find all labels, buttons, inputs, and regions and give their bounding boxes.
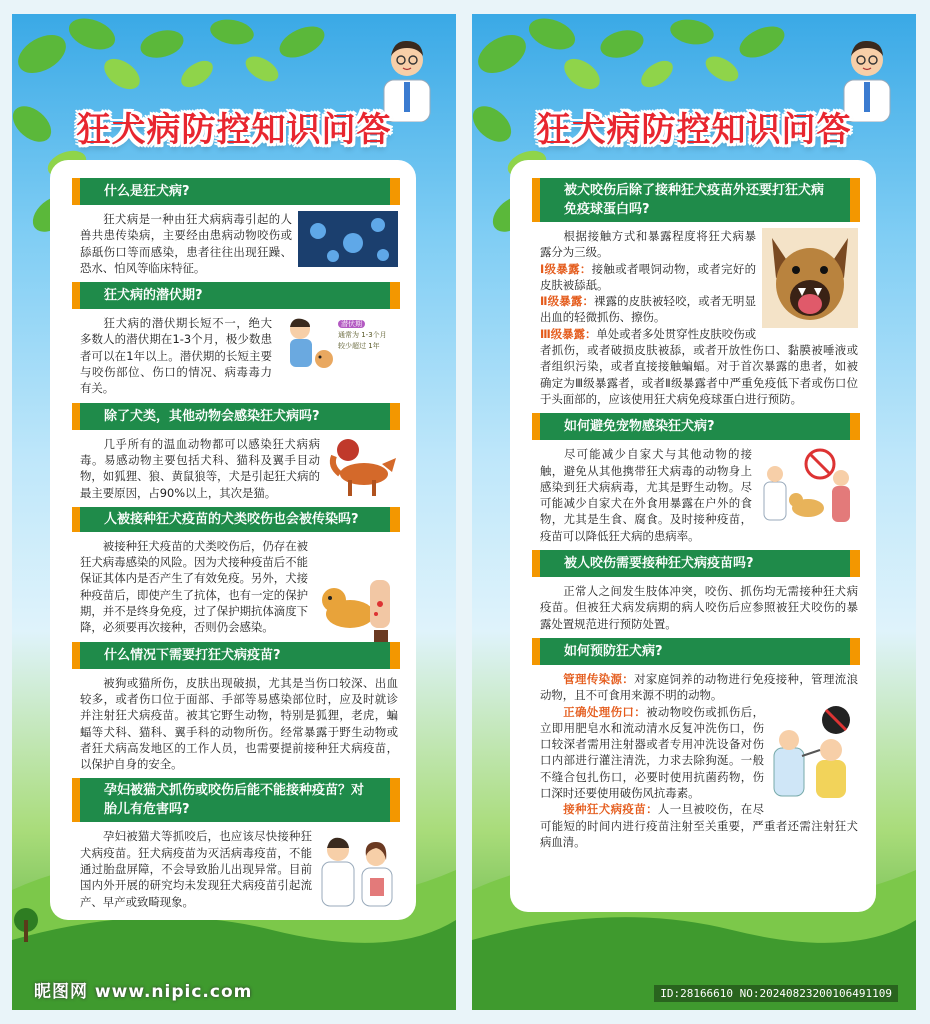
answer-text: 被接种狂犬疫苗的犬类咬伤后，仍存在被狂犬病毒感染的风险。因为犬接种疫苗后不能保证其体内是否产生了有效免疫。另外，犬接种疫苗后，即使产生了抗体，也有一定的保护期，并不是终身免疫，过了保护期抗体滴度下降，必须要再次接种，否则仍会感染。	[80, 538, 398, 636]
vaccination-illustration	[770, 704, 858, 800]
dog-bite-illustration	[314, 574, 398, 644]
question-bar: 什么情况下需要打狂犬病疫苗?	[72, 642, 400, 669]
answer-text: 正常人之间发生肢体冲突，咬伤、抓伤均无需接种狂犬病疫苗。但被狂犬病发病期的病人咬伤后应参照被狂犬咬伤的暴露处置规范进行预防处置。	[540, 584, 858, 631]
qa-card	[50, 160, 416, 920]
question-bar: 如何避免宠物感染狂犬病?	[532, 413, 860, 440]
doctors-illustration	[318, 828, 398, 908]
incubation-usual: 通常为 1-3个月	[338, 331, 387, 340]
fox-illustration	[326, 436, 398, 498]
poster-right	[472, 14, 916, 1010]
answer-text: 几乎所有的温血动物都可以感染狂犬病病毒。易感动物主要包括犬科、猫科及翼手目动物，如狐狸、狼、黄鼠狼等，犬是引起狂犬病的最主要原因，占90%以上，其次是猫。	[80, 436, 398, 501]
question-bar: 孕妇被猫犬抓伤或咬伤后能不能接种疫苗？对胎儿有危害吗?	[72, 778, 400, 822]
qa-card	[510, 160, 876, 912]
poster-title: 狂犬病防控知识问答	[536, 110, 852, 150]
image-id: ID:28166610 NO:20240823200106491109	[654, 985, 898, 1002]
person-dog-illustration	[278, 315, 338, 379]
incubation-tag: 潜伏期	[338, 320, 365, 328]
poster-title: 狂犬病防控知识问答	[76, 110, 392, 150]
question-bar: 被犬咬伤后除了接种狂犬疫苗外还要打狂犬病免疫球蛋白吗?	[532, 178, 860, 222]
answer-text: 潜伏期 通常为 1-3个月 较少超过 1年 狂犬病的潜伏期长短不一，绝大多数人的潜伏期在1-3个月，极少数患者可以在1年以上。潜伏期的长短主要与咬伤部位、伤口的情况、病毒毒力有关。	[80, 315, 398, 396]
pet-vaccine-illustration	[758, 446, 858, 526]
angry-dog-image	[762, 228, 858, 328]
question-bar: 狂犬病的潜伏期?	[72, 282, 400, 309]
answer-text: 被狗或猫所伤，皮肤出现破损，尤其是当伤口较深、出血较多，或者伤口位于面部、手部等易感染部位时，应及时就诊并注射狂犬病疫苗。被其它野生动物，特别是狐狸，老虎，蝙蝠等犬科、猫科、翼手科的动物所伤。经常暴露于野生动物或者狂犬病高发地区的工作人员，也需要提前接种狂犬病疫苗，以保护自身的安全。	[80, 675, 398, 772]
incubation-figure	[278, 315, 398, 379]
answer-text: 根据接触方式和暴露程度将狂犬病暴露分为三级。 Ⅰ级暴露：接触或者喂饲动物，或者完好的皮肤被舔舐。 Ⅱ级暴露：裸露的皮肤被轻咬，或者无明显出血的轻微抓伤、擦伤。 Ⅲ级暴露：单处或者多处贯穿性皮肤咬伤或者抓伤，或者破损皮肤被舔，或者开放性伤口、黏膜被唾液或者组织污染，或者直接接触蝙蝠。对于首次暴露的患者，如被确定为Ⅲ级暴露者，或者Ⅱ级暴露者中严重免疫低下者或伤口位于头面部的，应该使用狂犬病免疫球蛋白进行预防。	[540, 229, 858, 406]
answer-text: 狂犬病是一种由狂犬病病毒引起的人兽共患传染病，主要经由患病动物咬伤或舔舐伤口等而感染，患者往往出现狂躁、恐水、怕风等临床特征。	[80, 211, 398, 276]
question-bar: 除了犬类，其他动物会感染狂犬病吗?	[72, 403, 400, 430]
question-bar: 如何预防狂犬病?	[532, 638, 860, 665]
answer-text: 管理传染源：对家庭饲养的动物进行免疫接种，管理流浪动物，且不可食用来源不明的动物。 正确处理伤口：被动物咬伤或抓伤后，立即用肥皂水和流动清水反复冲洗伤口，伤口较深者需用注射器或者专用冲洗设备对伤口内部进行灌注清洗，力求去除狗涎。一般不缝合包扎伤口，必要时使用抗菌药物，伤口深时还要使用破伤风抗毒素。 接种狂犬病疫苗：人一旦被咬伤，在尽可能短的时间内进行疫苗注射至关重要，严重者还需注射狂犬病血清。	[540, 671, 858, 849]
question-bar: 人被接种狂犬疫苗的犬类咬伤也会被传染吗?	[72, 507, 400, 532]
answer-text: 尽可能减少自家犬与其他动物的接触，避免从其他携带狂犬病毒的动物身上感染到狂犬病病毒，尤其是野生动物。尽可能减少自家犬在外食用暴露在户外的食物，尤其是生食、腐食。及时接种疫苗，疫苗可以降低狂犬病的患病率。	[540, 446, 858, 544]
question-bar: 什么是狂犬病?	[72, 178, 400, 205]
virus-image	[298, 211, 398, 267]
question-bar: 被人咬伤需要接种狂犬病疫苗吗?	[532, 550, 860, 577]
incubation-rare: 较少超过 1年	[338, 342, 380, 351]
poster-left	[12, 14, 456, 1010]
answer-text: 孕妇被猫犬等抓咬后，也应该尽快接种狂犬病疫苗。狂犬病疫苗为灭活病毒疫苗，不能通过胎盘屏障，不会导致胎儿出现异常。目前国内外开展的研究均未发现狂犬病疫苗引起流产、早产或致畸现象。	[80, 828, 398, 909]
watermark: 昵图网 www.nipic.com	[34, 982, 253, 1002]
